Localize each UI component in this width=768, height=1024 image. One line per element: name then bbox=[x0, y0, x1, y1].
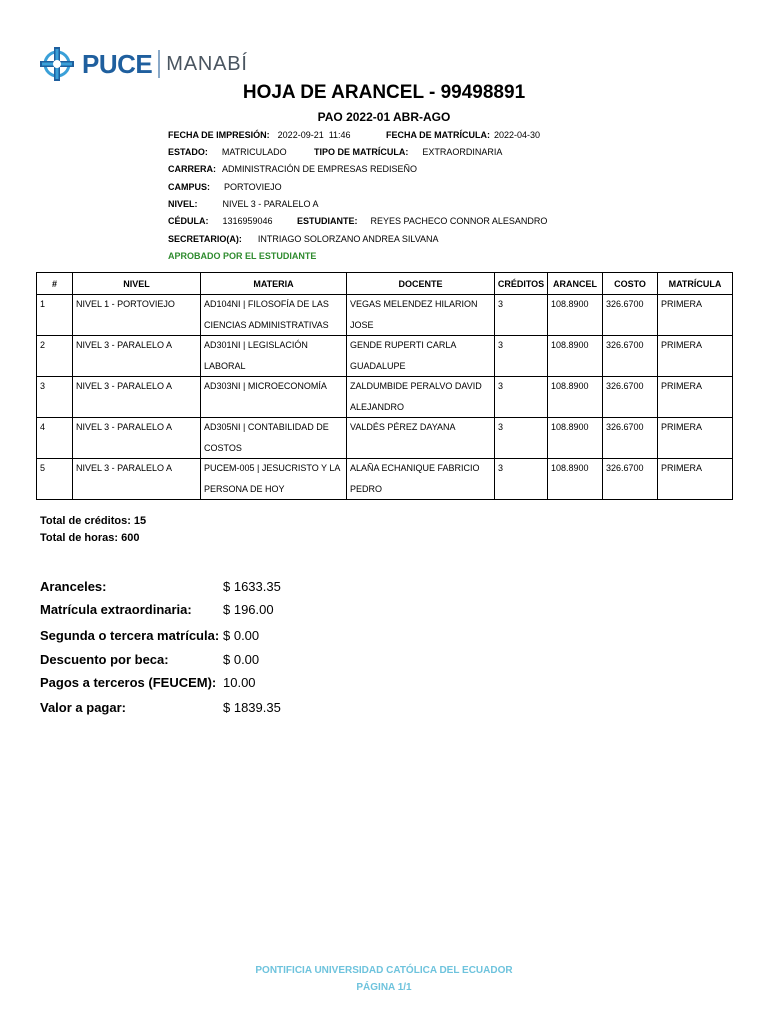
cell-docente-text: ZALDUMBIDE PERALVO DAVID ALEJANDRO bbox=[350, 381, 482, 412]
summary-segunda-tercera bbox=[40, 628, 259, 643]
carrera-value: ADMINISTRACIÓN DE EMPRESAS REDISEÑO bbox=[222, 164, 418, 174]
cell-matricula-text: PRIMERA bbox=[661, 340, 703, 350]
logo-brand: PUCE bbox=[82, 48, 153, 79]
cell-materia bbox=[201, 336, 347, 377]
cell-matricula-text: PRIMERA bbox=[661, 463, 703, 473]
cell-materia bbox=[201, 295, 347, 336]
summary-value: 10.00 bbox=[223, 675, 256, 690]
cell-arancel-text: 108.8900 bbox=[551, 340, 589, 350]
tipo-matricula-value: EXTRAORDINARIA bbox=[422, 147, 503, 157]
cell-materia-text: PUCEM-005 | JESUCRISTO Y LA PERSONA DE HOY bbox=[204, 463, 340, 494]
cedula-label: CÉDULA: bbox=[168, 216, 209, 226]
cell-nivel-text: NIVEL 3 - PARALELO A bbox=[76, 381, 173, 391]
cell-arancel-text: 108.8900 bbox=[551, 299, 589, 309]
summary-pagos-terceros bbox=[40, 675, 256, 690]
cell-docente-text: VALDÉS PÉREZ DAYANA bbox=[350, 422, 456, 432]
cell-materia-text: AD301NI | LEGISLACIÓN LABORAL bbox=[204, 340, 308, 371]
cell-matricula bbox=[658, 418, 733, 459]
cross-compass-logo-icon bbox=[38, 45, 76, 83]
campus-value: PORTOVIEJO bbox=[224, 182, 282, 192]
info-row-fechas bbox=[168, 130, 351, 140]
info-fecha-matricula bbox=[386, 130, 540, 140]
header-num: # bbox=[37, 273, 73, 295]
summary-aranceles bbox=[40, 579, 281, 594]
total-horas: Total de horas: 600 bbox=[40, 532, 140, 544]
estado-label: ESTADO: bbox=[168, 147, 208, 157]
summary-value: $ 1633.35 bbox=[223, 579, 281, 594]
cell-nivel bbox=[73, 418, 201, 459]
cell-arancel bbox=[548, 295, 603, 336]
header-nivel: NIVEL bbox=[73, 273, 201, 295]
cell-arancel-text: 108.8900 bbox=[551, 381, 589, 391]
summary-value: $ 0.00 bbox=[223, 628, 260, 643]
cell-costo-text: 326.6700 bbox=[606, 422, 644, 432]
cell-docente-text: GENDE RUPERTI CARLA GUADALUPE bbox=[350, 340, 456, 371]
estudiante-value: REYES PACHECO CONNOR ALESANDRO bbox=[370, 216, 548, 226]
fecha-impresion-label: FECHA DE IMPRESIÓN: bbox=[168, 130, 270, 140]
cell-nivel bbox=[73, 377, 201, 418]
summary-descuento-beca bbox=[40, 652, 259, 667]
cell-materia-text: AD305NI | CONTABILIDAD DE COSTOS bbox=[204, 422, 329, 453]
info-campus bbox=[168, 182, 282, 192]
cell-matricula-text: PRIMERA bbox=[661, 299, 703, 309]
cell-num-text: 3 bbox=[40, 381, 46, 391]
logo-campus: MANABÍ bbox=[166, 52, 248, 75]
cell-creditos bbox=[495, 377, 548, 418]
puce-logo bbox=[38, 44, 248, 84]
cell-costo bbox=[603, 377, 658, 418]
header-docente: DOCENTE bbox=[347, 273, 495, 295]
cell-matricula-text: PRIMERA bbox=[661, 422, 703, 432]
fecha-impresion-value: 2022-09-21 11:46 bbox=[277, 130, 351, 140]
cell-docente bbox=[347, 377, 495, 418]
fecha-matricula-label: FECHA DE MATRÍCULA: bbox=[386, 130, 490, 140]
summary-label: Valor a pagar: bbox=[40, 700, 126, 715]
cell-docente-text: VEGAS MELENDEZ HILARION JOSE bbox=[350, 299, 478, 330]
table-row bbox=[37, 336, 733, 377]
cell-matricula bbox=[658, 377, 733, 418]
cell-creditos bbox=[495, 418, 548, 459]
document-subtitle: PAO 2022-01 ABR-AGO bbox=[317, 110, 451, 124]
cell-nivel-text: NIVEL 3 - PARALELO A bbox=[76, 463, 173, 473]
cell-docente-text: ALAÑA ECHANIQUE FABRICIO PEDRO bbox=[350, 463, 480, 494]
header-arancel: ARANCEL bbox=[548, 273, 603, 295]
cell-nivel bbox=[73, 336, 201, 377]
secretario-label: SECRETARIO(A): bbox=[168, 234, 242, 244]
secretario-value: INTRIAGO SOLORZANO ANDREA SILVANA bbox=[257, 234, 439, 244]
summary-value: $ 0.00 bbox=[223, 652, 260, 667]
cell-nivel bbox=[73, 459, 201, 500]
cell-arancel bbox=[548, 418, 603, 459]
cell-num bbox=[37, 336, 73, 377]
cell-num bbox=[37, 418, 73, 459]
cedula-value: 1316959046 bbox=[222, 216, 273, 226]
info-nivel bbox=[168, 199, 319, 209]
cell-costo-text: 326.6700 bbox=[606, 381, 644, 391]
cell-nivel-text: NIVEL 3 - PARALELO A bbox=[76, 422, 173, 432]
cell-num-text: 2 bbox=[40, 340, 46, 350]
cell-docente bbox=[347, 336, 495, 377]
cell-num-text: 1 bbox=[40, 299, 46, 309]
header-creditos: CRÉDITOS bbox=[495, 273, 548, 295]
cell-creditos bbox=[495, 295, 548, 336]
footer-university: PONTIFICIA UNIVERSIDAD CATÓLICA DEL ECUADOR bbox=[255, 965, 513, 976]
info-cedula bbox=[168, 216, 273, 226]
cell-materia bbox=[201, 377, 347, 418]
summary-matricula-extraordinaria bbox=[40, 602, 274, 617]
estudiante-label: ESTUDIANTE: bbox=[297, 216, 358, 226]
fecha-matricula-value: 2022-04-30 bbox=[494, 130, 541, 140]
footer-page-number: PÁGINA 1/1 bbox=[356, 982, 412, 993]
courses-table bbox=[36, 272, 733, 500]
header-materia: MATERIA bbox=[201, 273, 347, 295]
cell-creditos bbox=[495, 336, 548, 377]
cell-matricula-text: PRIMERA bbox=[661, 381, 703, 391]
cell-creditos bbox=[495, 459, 548, 500]
info-tipo-matricula bbox=[314, 147, 502, 157]
table-header-row bbox=[37, 273, 733, 295]
cell-num bbox=[37, 295, 73, 336]
nivel-label: NIVEL: bbox=[168, 199, 198, 209]
info-estudiante bbox=[297, 216, 547, 226]
header-costo: COSTO bbox=[603, 273, 658, 295]
campus-label: CAMPUS: bbox=[168, 182, 210, 192]
nivel-value: NIVEL 3 - PARALELO A bbox=[222, 199, 319, 209]
estado-value: MATRICULADO bbox=[221, 147, 287, 157]
cell-arancel bbox=[548, 336, 603, 377]
info-secretario bbox=[168, 234, 439, 244]
cell-docente bbox=[347, 418, 495, 459]
summary-label: Matrícula extraordinaria: bbox=[40, 602, 192, 617]
cell-matricula bbox=[658, 295, 733, 336]
cell-docente bbox=[347, 295, 495, 336]
cell-matricula bbox=[658, 459, 733, 500]
cell-creditos-text: 3 bbox=[498, 381, 504, 391]
cell-materia-text: AD303NI | MICROECONOMÍA bbox=[204, 381, 327, 391]
cell-num-text: 4 bbox=[40, 422, 46, 432]
cell-costo bbox=[603, 418, 658, 459]
cell-costo-text: 326.6700 bbox=[606, 340, 644, 350]
cell-docente bbox=[347, 459, 495, 500]
cell-num-text: 5 bbox=[40, 463, 46, 473]
summary-valor-pagar bbox=[40, 700, 281, 715]
table-row bbox=[37, 418, 733, 459]
info-carrera bbox=[168, 164, 417, 174]
cell-costo-text: 326.6700 bbox=[606, 463, 644, 473]
cell-materia bbox=[201, 459, 347, 500]
cell-nivel bbox=[73, 295, 201, 336]
approved-status: APROBADO POR EL ESTUDIANTE bbox=[168, 251, 317, 261]
summary-value: $ 1839.35 bbox=[223, 700, 281, 715]
info-estado bbox=[168, 147, 287, 157]
cell-num bbox=[37, 459, 73, 500]
cell-costo-text: 326.6700 bbox=[606, 299, 644, 309]
cell-arancel bbox=[548, 377, 603, 418]
table-row bbox=[37, 295, 733, 336]
cell-creditos-text: 3 bbox=[498, 340, 504, 350]
cell-materia-text: AD104NI | FILOSOFÍA DE LAS CIENCIAS ADMINISTRATIVAS bbox=[204, 299, 329, 330]
cell-creditos-text: 3 bbox=[498, 422, 504, 432]
header-matricula: MATRÍCULA bbox=[658, 273, 733, 295]
total-creditos: Total de créditos: 15 bbox=[40, 515, 147, 527]
carrera-label: CARRERA: bbox=[168, 164, 216, 174]
cell-nivel-text: NIVEL 1 - PORTOVIEJO bbox=[76, 299, 175, 309]
cell-materia bbox=[201, 418, 347, 459]
cell-creditos-text: 3 bbox=[498, 463, 504, 473]
summary-label: Segunda o tercera matrícula: bbox=[40, 628, 220, 643]
summary-label: Pagos a terceros (FEUCEM): bbox=[40, 675, 217, 690]
cell-num bbox=[37, 377, 73, 418]
tipo-matricula-label: TIPO DE MATRÍCULA: bbox=[314, 147, 409, 157]
cell-matricula bbox=[658, 336, 733, 377]
cell-costo bbox=[603, 295, 658, 336]
cell-arancel-text: 108.8900 bbox=[551, 422, 589, 432]
cell-costo bbox=[603, 336, 658, 377]
summary-label: Aranceles: bbox=[40, 579, 107, 594]
document-title: HOJA DE ARANCEL - 99498891 bbox=[242, 82, 526, 103]
cell-costo bbox=[603, 459, 658, 500]
summary-label: Descuento por beca: bbox=[40, 652, 169, 667]
cell-creditos-text: 3 bbox=[498, 299, 504, 309]
table-row bbox=[37, 377, 733, 418]
logo-divider bbox=[158, 50, 160, 78]
table-row bbox=[37, 459, 733, 500]
cell-arancel-text: 108.8900 bbox=[551, 463, 589, 473]
summary-value: $ 196.00 bbox=[223, 602, 274, 617]
cell-arancel bbox=[548, 459, 603, 500]
cell-nivel-text: NIVEL 3 - PARALELO A bbox=[76, 340, 173, 350]
